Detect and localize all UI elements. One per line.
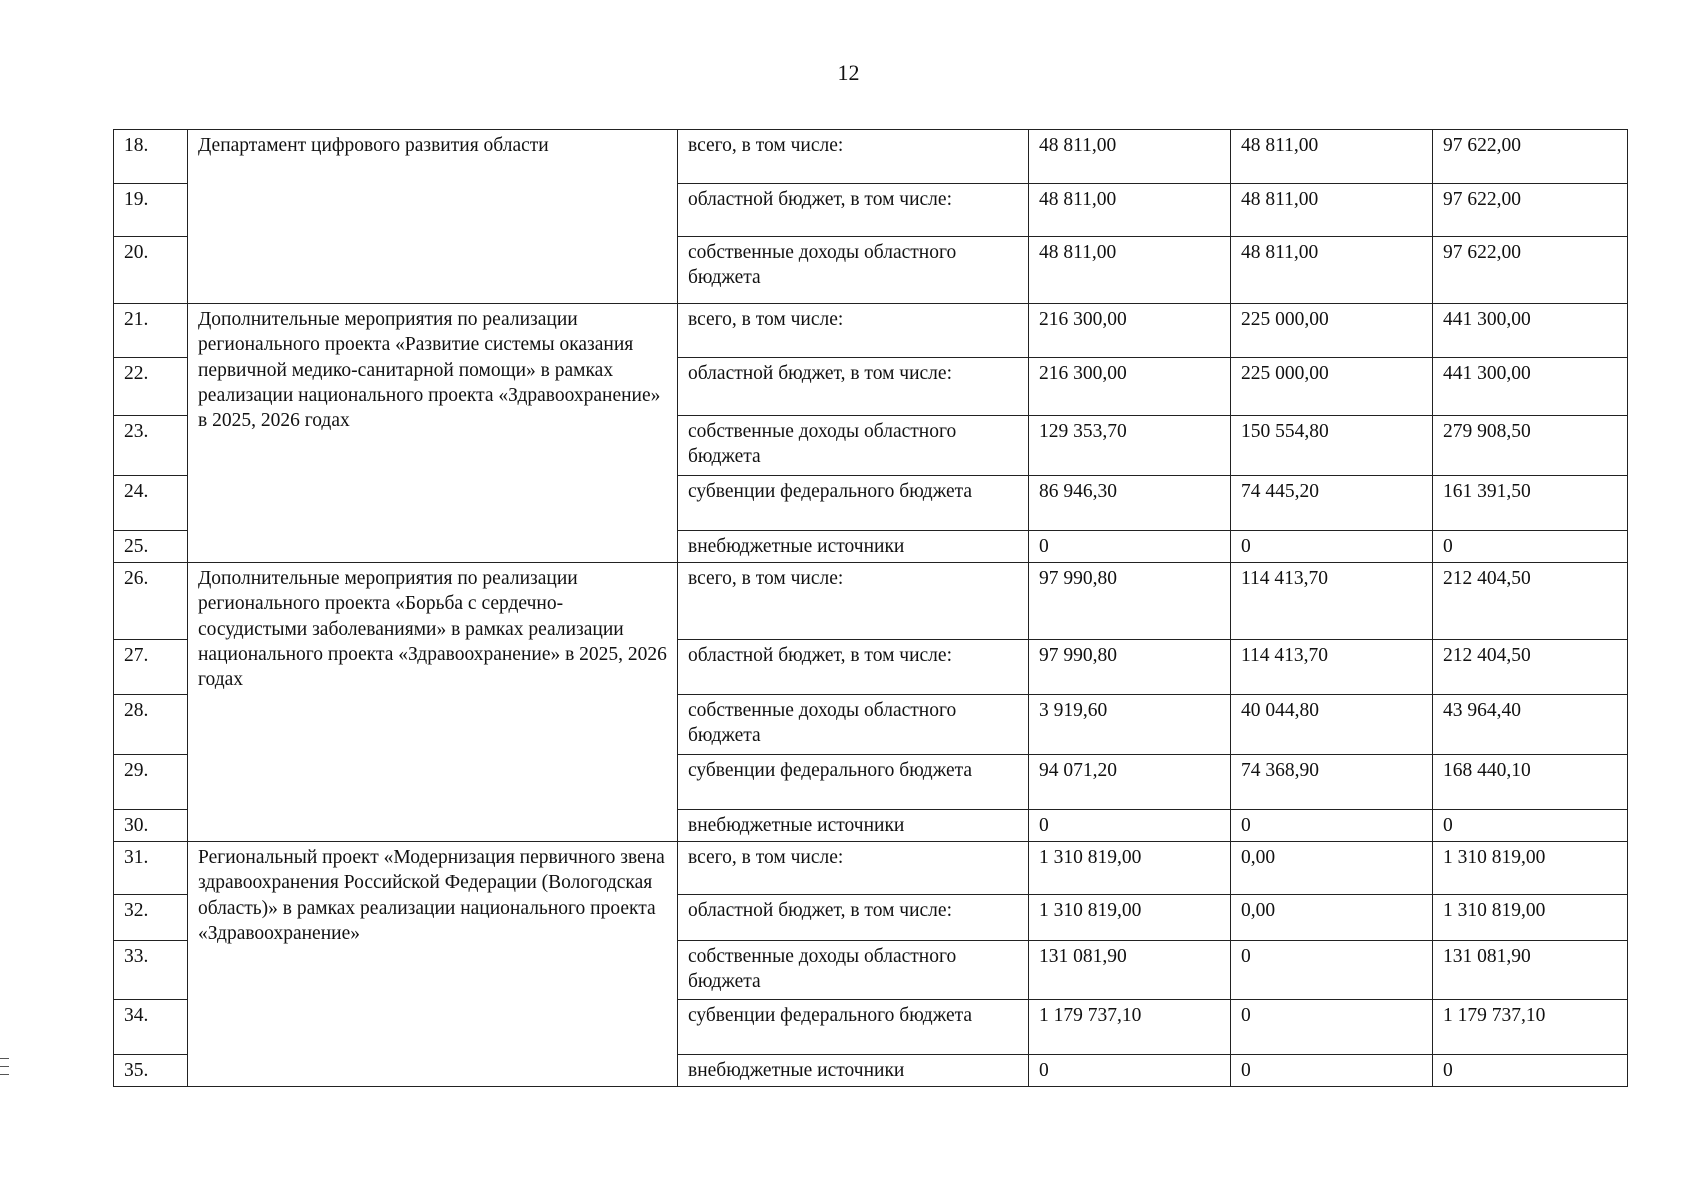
row-number: 27. (114, 640, 188, 695)
value-total: 161 391,50 (1433, 476, 1628, 531)
value-2025: 86 946,30 (1029, 476, 1231, 531)
value-total: 1 179 737,10 (1433, 1000, 1628, 1055)
value-2026: 0 (1231, 1055, 1433, 1087)
funding-source: субвенции федерального бюджета (678, 755, 1029, 810)
value-2025: 216 300,00 (1029, 358, 1231, 416)
scan-mark (0, 1066, 9, 1067)
value-2026: 0 (1231, 810, 1433, 842)
scan-mark (0, 1074, 9, 1075)
scan-mark (0, 1058, 9, 1059)
organization-cell: Региональный проект «Модернизация первичного звена здравоохранения Российской Федерации (Вологодская область)» в рамках реализации национального проекта «Здравоохранение» (188, 842, 678, 1087)
value-2026: 225 000,00 (1231, 304, 1433, 358)
row-number: 28. (114, 695, 188, 755)
funding-source: всего, в том числе: (678, 842, 1029, 895)
row-number: 18. (114, 130, 188, 184)
funding-source: областной бюджет, в том числе: (678, 640, 1029, 695)
value-2025: 97 990,80 (1029, 640, 1231, 695)
funding-source: собственные доходы областного бюджета (678, 416, 1029, 476)
row-number: 34. (114, 1000, 188, 1055)
value-2025: 48 811,00 (1029, 130, 1231, 184)
row-number: 26. (114, 563, 188, 640)
row-number: 32. (114, 895, 188, 941)
value-total: 0 (1433, 1055, 1628, 1087)
value-2025: 48 811,00 (1029, 184, 1231, 237)
row-number: 35. (114, 1055, 188, 1087)
page-number: 12 (837, 60, 860, 85)
value-2025: 94 071,20 (1029, 755, 1231, 810)
funding-source: субвенции федерального бюджета (678, 1000, 1029, 1055)
value-2025: 1 179 737,10 (1029, 1000, 1231, 1055)
funding-source: собственные доходы областного бюджета (678, 237, 1029, 304)
value-2026: 225 000,00 (1231, 358, 1433, 416)
row-number: 29. (114, 755, 188, 810)
row-number: 30. (114, 810, 188, 842)
funding-source: собственные доходы областного бюджета (678, 695, 1029, 755)
value-2026: 40 044,80 (1231, 695, 1433, 755)
row-number: 22. (114, 358, 188, 416)
value-total: 0 (1433, 531, 1628, 563)
funding-source: внебюджетные источники (678, 531, 1029, 563)
row-number: 25. (114, 531, 188, 563)
value-2026: 74 368,90 (1231, 755, 1433, 810)
row-number: 19. (114, 184, 188, 237)
value-2026: 0,00 (1231, 895, 1433, 941)
value-total: 43 964,40 (1433, 695, 1628, 755)
funding-source: внебюджетные источники (678, 810, 1029, 842)
funding-source: всего, в том числе: (678, 304, 1029, 358)
value-2026: 0 (1231, 531, 1433, 563)
value-total: 212 404,50 (1433, 640, 1628, 695)
value-2025: 97 990,80 (1029, 563, 1231, 640)
organization-cell: Дополнительные мероприятия по реализации регионального проекта «Борьба с сердечно-сосудистыми заболеваниями» в рамках реализации национального проекта «Здравоохранение» в 2025, 2026 годах (188, 563, 678, 842)
value-2026: 0 (1231, 1000, 1433, 1055)
value-total: 1 310 819,00 (1433, 842, 1628, 895)
table-row (114, 130, 1628, 184)
value-2026: 0,00 (1231, 842, 1433, 895)
value-2026: 114 413,70 (1231, 640, 1433, 695)
value-2026: 74 445,20 (1231, 476, 1433, 531)
value-2026: 114 413,70 (1231, 563, 1433, 640)
row-number: 21. (114, 304, 188, 358)
table-row (114, 842, 1628, 895)
value-total: 168 440,10 (1433, 755, 1628, 810)
value-total: 97 622,00 (1433, 184, 1628, 237)
organization-cell: Дополнительные мероприятия по реализации регионального проекта «Развитие системы оказания первичной медико-санитарной помощи» в рамках реализации национального проекта «Здравоохранение» в 2025, 2026 годах (188, 304, 678, 563)
value-total: 97 622,00 (1433, 130, 1628, 184)
table-row (114, 563, 1628, 640)
funding-source: всего, в том числе: (678, 563, 1029, 640)
value-2025: 1 310 819,00 (1029, 895, 1231, 941)
value-total: 212 404,50 (1433, 563, 1628, 640)
row-number: 20. (114, 237, 188, 304)
value-total: 279 908,50 (1433, 416, 1628, 476)
organization-cell: Департамент цифрового развития области (188, 130, 678, 304)
funding-source: субвенции федерального бюджета (678, 476, 1029, 531)
value-2026: 48 811,00 (1231, 237, 1433, 304)
value-total: 1 310 819,00 (1433, 895, 1628, 941)
value-total: 131 081,90 (1433, 941, 1628, 1000)
table-row (114, 304, 1628, 358)
funding-source: областной бюджет, в том числе: (678, 895, 1029, 941)
value-2025: 129 353,70 (1029, 416, 1231, 476)
value-2025: 0 (1029, 531, 1231, 563)
value-total: 97 622,00 (1433, 237, 1628, 304)
funding-source: всего, в том числе: (678, 130, 1029, 184)
value-2026: 0 (1231, 941, 1433, 1000)
row-number: 23. (114, 416, 188, 476)
value-total: 0 (1433, 810, 1628, 842)
value-2025: 3 919,60 (1029, 695, 1231, 755)
funding-source: внебюджетные источники (678, 1055, 1029, 1087)
row-number: 24. (114, 476, 188, 531)
value-2025: 1 310 819,00 (1029, 842, 1231, 895)
funding-source: собственные доходы областного бюджета (678, 941, 1029, 1000)
value-total: 441 300,00 (1433, 358, 1628, 416)
value-2025: 131 081,90 (1029, 941, 1231, 1000)
value-2026: 48 811,00 (1231, 130, 1433, 184)
value-2025: 48 811,00 (1029, 237, 1231, 304)
funding-source: областной бюджет, в том числе: (678, 358, 1029, 416)
value-2025: 216 300,00 (1029, 304, 1231, 358)
scan-edge-marks (0, 1058, 10, 1098)
value-2026: 150 554,80 (1231, 416, 1433, 476)
budget-table (113, 129, 1628, 1087)
funding-source: областной бюджет, в том числе: (678, 184, 1029, 237)
row-number: 33. (114, 941, 188, 1000)
value-total: 441 300,00 (1433, 304, 1628, 358)
value-2025: 0 (1029, 1055, 1231, 1087)
row-number: 31. (114, 842, 188, 895)
value-2025: 0 (1029, 810, 1231, 842)
value-2026: 48 811,00 (1231, 184, 1433, 237)
